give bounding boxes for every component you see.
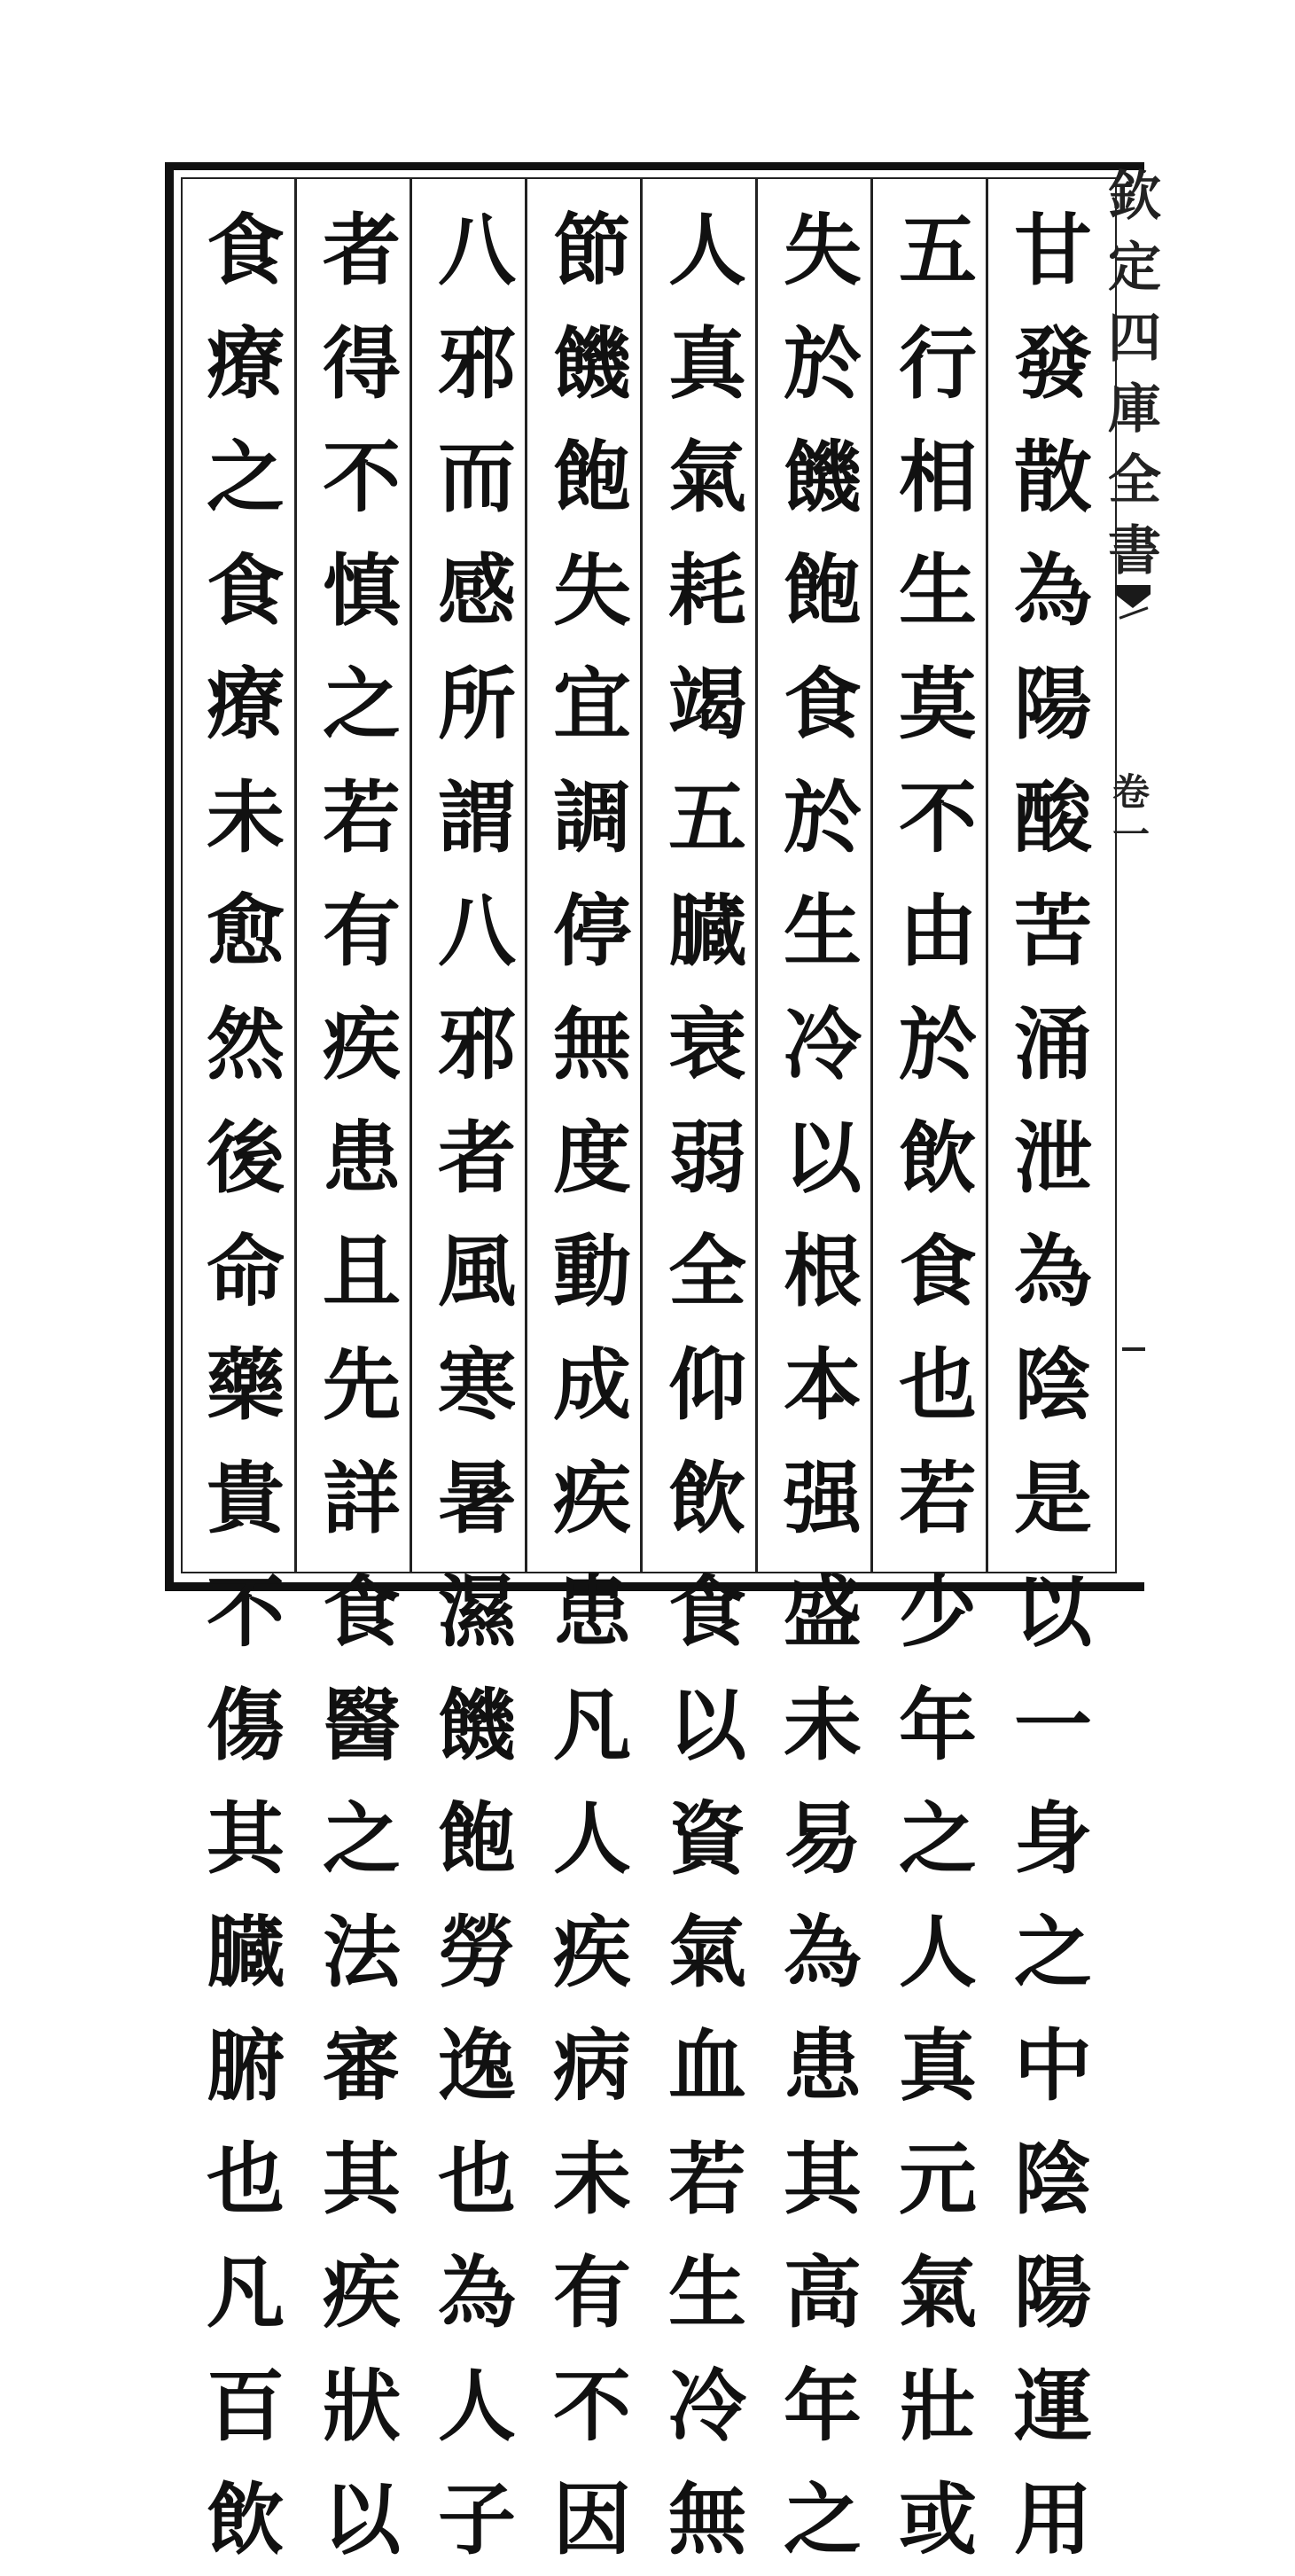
text-char: 人 [898,1906,977,1998]
text-char: 所 [437,658,516,750]
text-char: 謂 [437,771,516,863]
text-char: 者 [322,204,401,296]
column-text [774,193,871,2576]
text-char: 其 [322,2133,401,2225]
text-char: 療 [206,658,285,750]
text-char: 氣 [667,431,746,523]
text-char: 節 [552,204,631,296]
text-char: 且 [322,1225,401,1317]
text-char: 之 [783,2473,862,2565]
text-char: 勞 [437,1906,516,1998]
text-char: 於 [783,317,862,410]
text-char: 食 [322,1565,401,1658]
text-char: 若 [898,1452,977,1544]
text-char: 患 [552,1565,631,1658]
text-char: 飲 [898,1112,977,1204]
column-text [197,193,294,2576]
banxin-title-char: 書 [1108,520,1161,582]
text-char: 無 [552,998,631,1090]
text-char: 詳 [322,1452,401,1544]
text-char: 邪 [437,998,516,1090]
text-char: 醫 [322,1679,401,1771]
text-char: 為 [783,1906,862,1998]
juan-char: 卷 [1112,770,1150,814]
text-char: 食 [667,1565,746,1658]
text-char: 得 [322,317,401,410]
text-char: 疾 [552,1906,631,1998]
text-char: 為 [437,2246,516,2338]
text-char: 氣 [667,1906,746,1998]
text-char: 未 [552,2133,631,2225]
text-char: 竭 [667,658,746,750]
text-column-6 [428,193,526,2565]
text-char: 其 [206,1792,285,1885]
text-char: 用 [1013,2473,1092,2565]
text-column-8 [197,193,294,2565]
text-char: 真 [898,2019,977,2112]
text-char: 由 [898,885,977,977]
text-char: 狀 [322,2360,401,2452]
text-char: 患 [322,1112,401,1204]
text-char: 或 [898,2473,977,2565]
text-char: 度 [552,1112,631,1204]
text-char: 未 [206,771,285,863]
text-char: 疾 [552,1452,631,1544]
text-char: 法 [322,1906,401,1998]
text-char: 根 [783,1225,862,1317]
text-char: 傷 [206,1679,285,1771]
text-char: 凡 [552,1679,631,1771]
text-char: 食 [898,1225,977,1317]
text-char: 於 [898,998,977,1090]
text-char: 命 [206,1225,285,1317]
text-char: 不 [898,771,977,863]
text-char: 八 [437,204,516,296]
text-char: 行 [898,317,977,410]
text-char: 氣 [898,2246,977,2338]
text-char: 五 [667,771,746,863]
page-number [1119,1326,1149,1362]
banxin-title-char: 庫 [1108,379,1161,441]
column-text [313,193,410,2576]
text-char: 不 [206,1565,285,1658]
column-text [543,193,641,2576]
text-char: 饑 [783,431,862,523]
text-char: 弱 [667,1112,746,1204]
text-char: 以 [783,1112,862,1204]
column-text [889,193,987,2576]
juan-char: 一 [1112,813,1150,856]
text-char: 身 [1013,1792,1092,1885]
text-char: 强 [783,1452,862,1544]
text-column-3 [774,193,871,2565]
text-char: 酸 [1013,771,1092,863]
banxin-title-char: 定 [1108,237,1161,299]
text-char: 泄 [1013,1112,1092,1204]
text-char: 甘 [1013,204,1092,296]
column-divider [294,179,297,1572]
text-char: 血 [667,2019,746,2112]
text-column-2 [889,193,987,2565]
text-char: 臓 [206,1906,285,1998]
banxin-title-char: 四 [1108,308,1161,370]
text-char: 食 [206,544,285,636]
text-char: 壯 [898,2360,977,2452]
column-text [659,193,756,2576]
page-number-mark [1122,1347,1145,1351]
text-char: 陽 [1013,2246,1092,2338]
text-char: 風 [437,1225,516,1317]
text-char: 盛 [783,1565,862,1658]
juan-label [1112,771,1151,856]
text-char: 若 [667,2133,746,2225]
text-char: 邪 [437,317,516,410]
text-char: 感 [437,544,516,636]
banxin-title-char: 全 [1108,449,1161,511]
text-char: 耗 [667,544,746,636]
text-char: 食 [206,204,285,296]
text-char: 為 [1013,544,1092,636]
text-char: 易 [783,1792,862,1885]
banxin-title [1108,161,1161,582]
text-char: 審 [322,2019,401,2112]
text-char: 人 [437,2360,516,2452]
text-char: 宜 [552,658,631,750]
text-char: 相 [898,431,977,523]
text-char: 有 [322,885,401,977]
text-char: 飲 [667,1452,746,1544]
text-char: 後 [206,1112,285,1204]
text-char: 飲 [206,2473,285,2565]
text-char: 也 [437,2133,516,2225]
text-char: 之 [322,658,401,750]
text-char: 之 [898,1792,977,1885]
text-char: 然 [206,998,285,1090]
text-char: 貴 [206,1452,285,1544]
text-char: 陰 [1013,1339,1092,1431]
text-char: 八 [437,885,516,977]
text-char: 其 [783,2133,862,2225]
text-char: 苦 [1013,885,1092,977]
text-char: 以 [1013,1565,1092,1658]
text-char: 生 [898,544,977,636]
text-char: 飽 [437,1792,516,1885]
text-char: 凡 [206,2246,285,2338]
text-char: 年 [783,2360,862,2452]
text-char: 藥 [206,1339,285,1431]
text-char: 不 [552,2360,631,2452]
text-char: 未 [783,1679,862,1771]
column-text [1004,193,1102,2576]
text-char: 資 [667,1792,746,1885]
text-char: 人 [552,1792,631,1885]
column-text [428,193,526,2576]
text-char: 腑 [206,2019,285,2112]
text-char: 也 [206,2133,285,2225]
text-char: 莫 [898,658,977,750]
text-char: 病 [552,2019,631,2112]
text-char: 食 [783,658,862,750]
text-column-4 [659,193,756,2565]
text-char: 子 [437,2473,516,2565]
text-char: 調 [552,771,631,863]
text-char: 停 [552,885,631,977]
text-char: 濕 [437,1565,516,1658]
text-char: 中 [1013,2019,1092,2112]
text-char: 本 [783,1339,862,1431]
text-char: 散 [1013,431,1092,523]
text-char: 元 [898,2133,977,2225]
text-char: 生 [783,885,862,977]
text-char: 為 [1013,1225,1092,1317]
text-char: 一 [1013,1679,1092,1771]
text-char: 療 [206,317,285,410]
text-char: 成 [552,1339,631,1431]
text-char: 饑 [552,317,631,410]
text-char: 人 [667,204,746,296]
text-char: 以 [322,2473,401,2565]
text-char: 之 [1013,1906,1092,1998]
text-char: 而 [437,431,516,523]
text-char: 飽 [783,544,862,636]
text-char: 饑 [437,1679,516,1771]
text-char: 疾 [322,998,401,1090]
text-char: 患 [783,2019,862,2112]
banxin-title-char: 欽 [1108,166,1161,228]
text-char: 有 [552,2246,631,2338]
text-char: 之 [206,431,285,523]
text-char: 仰 [667,1339,746,1431]
text-char: 全 [667,1225,746,1317]
text-char: 衰 [667,998,746,1090]
text-char: 愈 [206,885,285,977]
text-char: 若 [322,771,401,863]
text-char: 高 [783,2246,862,2338]
text-column-1 [1004,193,1102,2565]
text-char: 生 [667,2246,746,2338]
text-char: 以 [667,1679,746,1771]
text-char: 疾 [322,2246,401,2338]
text-char: 百 [206,2360,285,2452]
text-char: 動 [552,1225,631,1317]
text-char: 飽 [552,431,631,523]
text-char: 失 [552,544,631,636]
text-char: 陽 [1013,658,1092,750]
text-char: 涌 [1013,998,1092,1090]
text-char: 冷 [783,998,862,1090]
text-char: 臓 [667,885,746,977]
text-char: 陰 [1013,2133,1092,2225]
text-char: 寒 [437,1339,516,1431]
text-char: 逸 [437,2019,516,2112]
text-char: 慎 [322,544,401,636]
text-char: 先 [322,1339,401,1431]
text-char: 也 [898,1339,977,1431]
text-char: 是 [1013,1452,1092,1544]
text-column-5 [543,193,641,2565]
text-char: 失 [783,204,862,296]
text-char: 發 [1013,317,1092,410]
text-char: 之 [322,1792,401,1885]
text-char: 年 [898,1679,977,1771]
text-char: 者 [437,1112,516,1204]
text-char: 真 [667,317,746,410]
text-char: 因 [552,2473,631,2565]
text-char: 五 [898,204,977,296]
text-char: 無 [667,2473,746,2565]
text-char: 於 [783,771,862,863]
text-char: 冷 [667,2360,746,2452]
text-char: 少 [898,1565,977,1658]
text-char: 運 [1013,2360,1092,2452]
text-char: 暑 [437,1452,516,1544]
text-char: 不 [322,431,401,523]
text-column-7 [313,193,410,2565]
